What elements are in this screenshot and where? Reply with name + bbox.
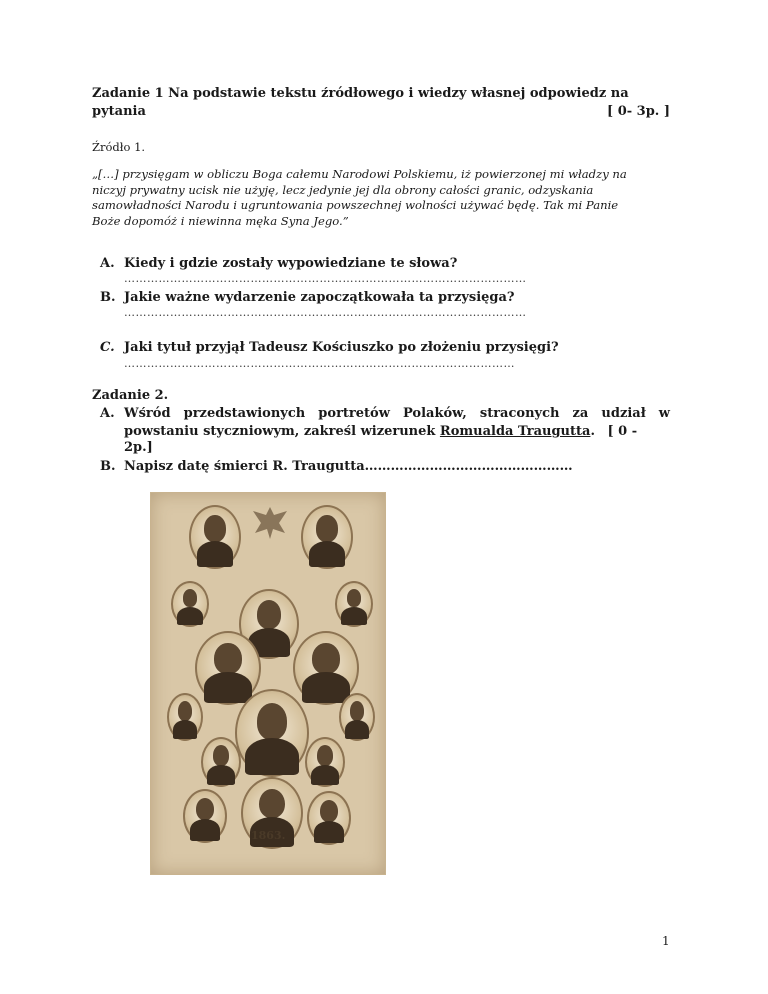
eagle-emblem-icon: [247, 503, 293, 543]
task2-a-line1: Wśród przedstawionych portretów Polaków, straconych za udział w: [124, 406, 670, 421]
question-a-text: Kiedy i gdzie zostały wypowiedziane te słowa?: [124, 256, 458, 271]
task2-points: [ 0 - 2p.]: [124, 424, 638, 455]
question-b-label: B.: [100, 290, 116, 305]
page-number: 1: [662, 934, 670, 948]
task2-a-line2: [124, 424, 670, 456]
portraits-photograph[interactable]: [150, 492, 386, 875]
portrait-medallion[interactable]: [189, 505, 241, 569]
task2-a-line2-post: .: [590, 424, 595, 439]
question-b-text: Jakie ważne wydarzenie zapoczątkowała ta przysięga?: [124, 290, 515, 305]
task2-b-text[interactable]: Napisz datę śmierci R. Traugutta…………………………………………: [124, 459, 573, 474]
portrait-medallion[interactable]: [195, 631, 261, 705]
source-label: Źródło 1.: [92, 140, 146, 154]
quote-line: samowładności Narodu i ugruntowania powszechnej wolności używać będę. Tak mi Panie: [92, 198, 619, 212]
portrait-medallion[interactable]: [171, 581, 209, 627]
traugutt-name: Romualda Traugutta: [439, 424, 591, 439]
quote-line: Boże dopomóż i niewinna męka Syna Jego.”: [92, 213, 349, 228]
task2-heading: Zadanie 2.: [92, 388, 169, 403]
task1-heading-line2: pytania: [92, 104, 146, 119]
portrait-medallion[interactable]: [167, 693, 203, 741]
portrait-medallion[interactable]: [183, 789, 227, 843]
answer-line-a[interactable]: ……………………………………………………………………………………………: [124, 272, 527, 285]
question-a: [100, 256, 457, 272]
task1-points: [ 0- 3p. ]: [607, 104, 670, 119]
task2-b-label: B.: [100, 459, 116, 474]
question-c-label: C.: [100, 340, 115, 355]
photo-year: 1863.: [251, 829, 286, 842]
task1-heading-line1: Zadanie 1 Na podstawie tekstu źródłowego i wiedzy własnej odpowiedz na: [92, 86, 629, 101]
answer-line-b[interactable]: ……………………………………………………………………………………………: [124, 306, 527, 319]
quote-line: niczyj prywatny ucisk nie użyję, lecz jedynie jej dla obrony całości granic, odzyskania: [92, 182, 594, 197]
portrait-medallion[interactable]: [235, 689, 309, 777]
portrait-medallion[interactable]: [305, 737, 345, 787]
quote-line: „[…] przysięgam w obliczu Boga całemu Narodowi Polskiemu, iż powierzonej mi władzy na: [92, 167, 627, 181]
task2-a-label: A.: [100, 406, 115, 421]
portrait-medallion[interactable]: [307, 791, 351, 845]
question-c-text: Jaki tytuł przyjął Tadeusz Kościuszko po złożeniu przysięgi?: [124, 340, 559, 355]
question-b: [100, 290, 515, 306]
question-a-label: A.: [100, 256, 115, 271]
portrait-medallion[interactable]: [301, 505, 353, 569]
portrait-medallion[interactable]: [335, 581, 373, 627]
question-c: [100, 340, 559, 356]
answer-line-c[interactable]: …………………………………………………………………………………………: [124, 357, 515, 370]
task2-a-line2-text: powstaniu styczniowym, zakreśl wizerunek: [124, 424, 440, 439]
portrait-medallion[interactable]: [201, 737, 241, 787]
portrait-medallion[interactable]: [339, 693, 375, 741]
source-quote: [92, 167, 682, 229]
